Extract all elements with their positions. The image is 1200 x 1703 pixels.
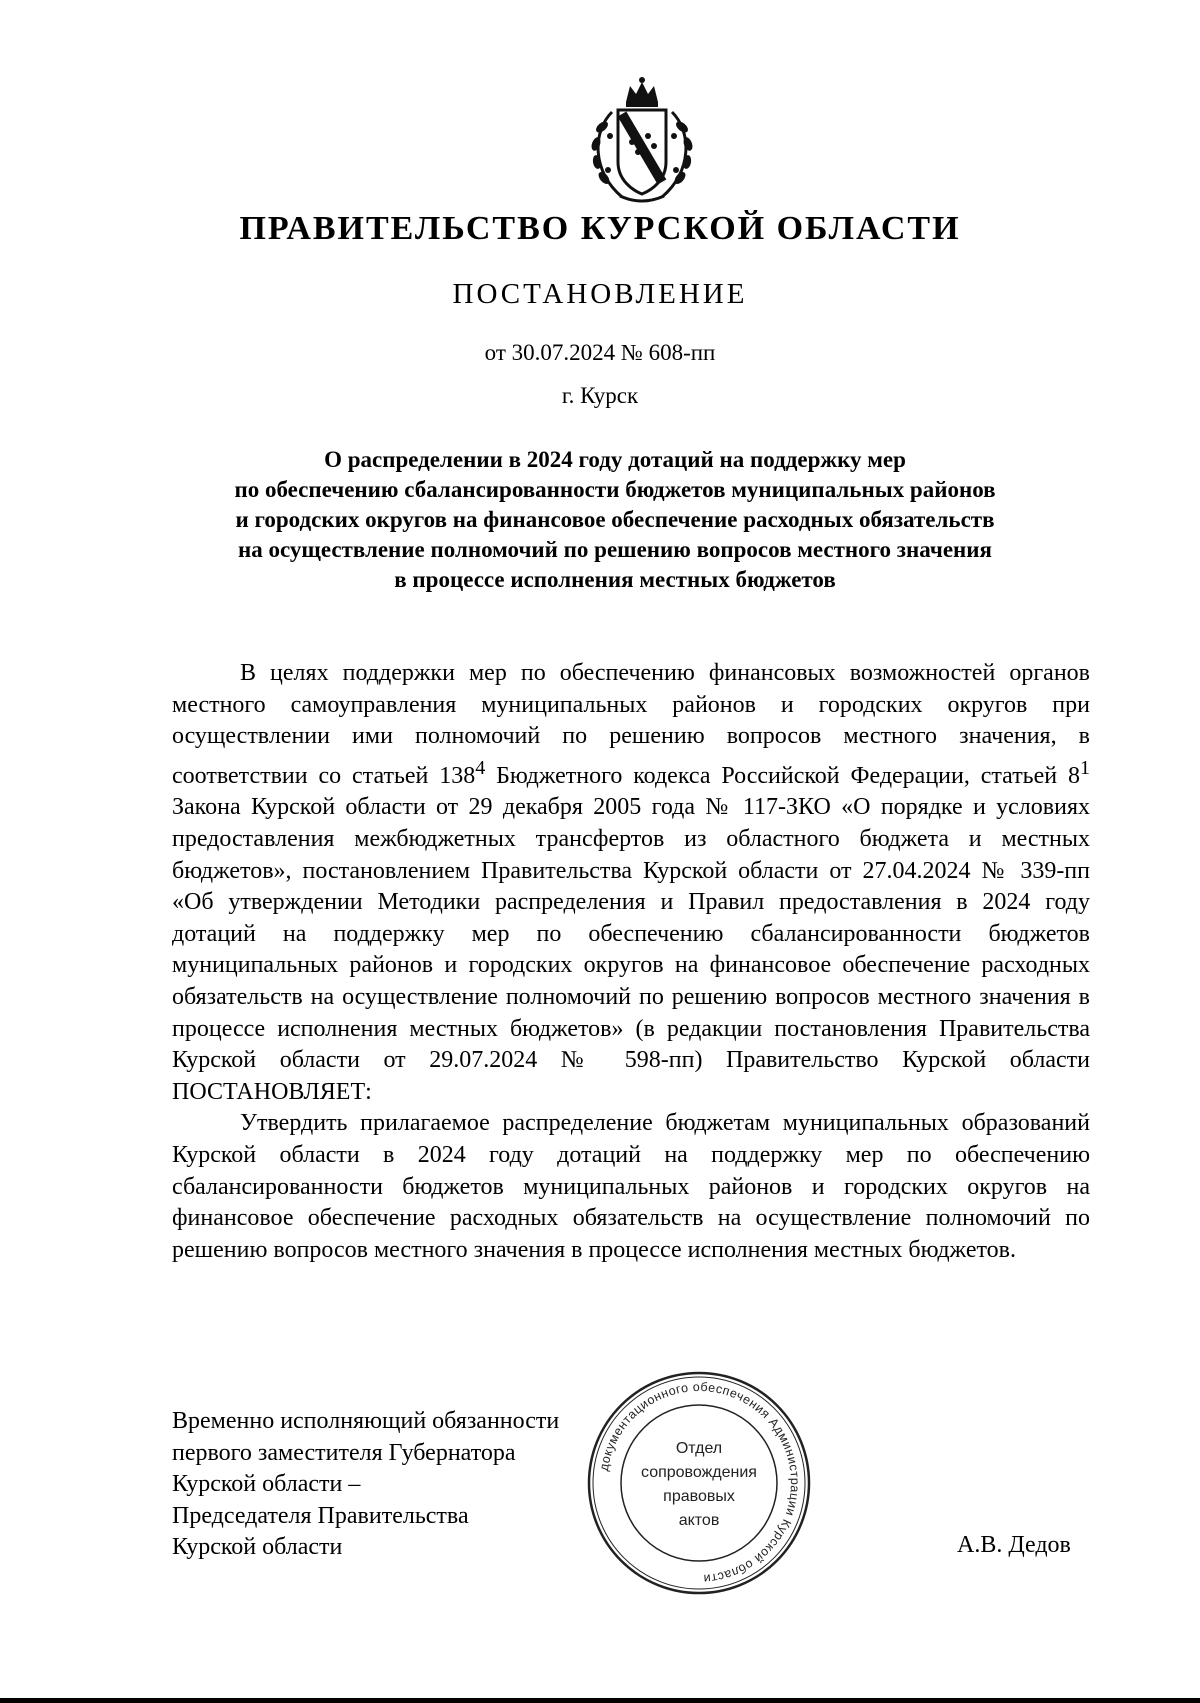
signer-line: Курской области xyxy=(172,1534,343,1560)
svg-text:документационного обеспечения xyxy=(597,1380,802,1586)
signer-line: Курской области – xyxy=(172,1471,361,1497)
stamp-center-line: сопровождения xyxy=(641,1464,757,1481)
subject-line: по обеспечению сбалансированности бюджетов муниципальных районов xyxy=(234,477,996,502)
government-title: ПРАВИТЕЛЬСТВО КУРСКОЙ ОБЛАСТИ xyxy=(239,210,961,247)
document-date-number: от 30.07.2024 № 608-пп xyxy=(484,340,716,365)
body-paragraph-2: Утвердить прилагаемое распределение бюджетам муниципальных образований Курской области в 2024 году дотаций на поддержку мер по обеспечению сбалансированности бюджетов муниципальных районов и городских округов на финансовое обеспечение расходных обязательств на осуществление полномочий по решению вопросов местного значения в процессе исполнения местных бюджетов. xyxy=(172,1110,1090,1263)
body-text-part: В целях поддержки мер по обеспечению финансовых возможностей органов местного самоуправления муниципальных районов и городских округов при осуществлении ими полномочий по решению вопросов местного значения, в соответствии со статьей 138 xyxy=(172,660,1090,789)
stamp-center-line: правовых xyxy=(663,1488,735,1505)
stamp-center-line: актов xyxy=(678,1512,720,1529)
document-body xyxy=(172,658,1090,1266)
body-text-part: Бюджетного кодекса Российской Федерации, статьей 8 xyxy=(485,762,1080,789)
official-stamp xyxy=(583,1367,815,1599)
stamp-center-line: Отдел xyxy=(675,1440,723,1457)
signer-name: А.В. Дедов xyxy=(957,1532,1071,1558)
document-subject xyxy=(150,445,1080,595)
signer-line: первого заместителя Губернатора xyxy=(172,1439,516,1466)
stamp-ring-text: документационного обеспечения Администрации Курской области xyxy=(596,1379,803,1586)
superscript: 1 xyxy=(1080,756,1090,779)
signer-line: Временно исполняющий обязанности xyxy=(172,1408,560,1434)
subject-line: на осуществление полномочий по решению вопросов местного значения xyxy=(238,537,992,562)
coat-of-arms-emblem xyxy=(572,72,712,212)
subject-line: и городских округов на финансовое обеспечение расходных обязательств xyxy=(235,507,995,532)
signer-position xyxy=(172,1406,632,1564)
body-paragraph-1 xyxy=(172,658,1090,1108)
subject-line: в процессе исполнения местных бюджетов xyxy=(394,567,836,592)
document-city: г. Курск xyxy=(561,383,639,408)
superscript: 4 xyxy=(475,756,486,779)
subject-line: О распределении в 2024 году дотаций на поддержку мер xyxy=(324,447,906,472)
bottom-scan-edge xyxy=(0,1698,1200,1703)
body-text-part: Закона Курской области от 29 декабря 2005 года № 117-ЗКО «О порядке и условиях предоставления межбюджетных трансфертов из областного бюджета и местных бюджетов», постановлением Правительства Курской области от 27.04.2024 № 339-пп «Об утверждении Методики распределения и Правил предоставления в 2024 году дотаций на поддержку мер по обеспечению сбалансированности бюджетов муниципальных районов и городских округов на финансовое обеспечение расходных обязательств на осуществление полномочий по решению вопросов местного значения в процессе исполнения местных бюджетов» (в редакции постановления Правительства Курской области от 29.07.2024 № 598-пп) Правительство Курской области ПОСТАНОВЛЯЕТ: xyxy=(172,794,1090,1105)
signer-line: Председателя Правительства xyxy=(172,1502,469,1529)
document-type: ПОСТАНОВЛЕНИЕ xyxy=(452,278,748,310)
